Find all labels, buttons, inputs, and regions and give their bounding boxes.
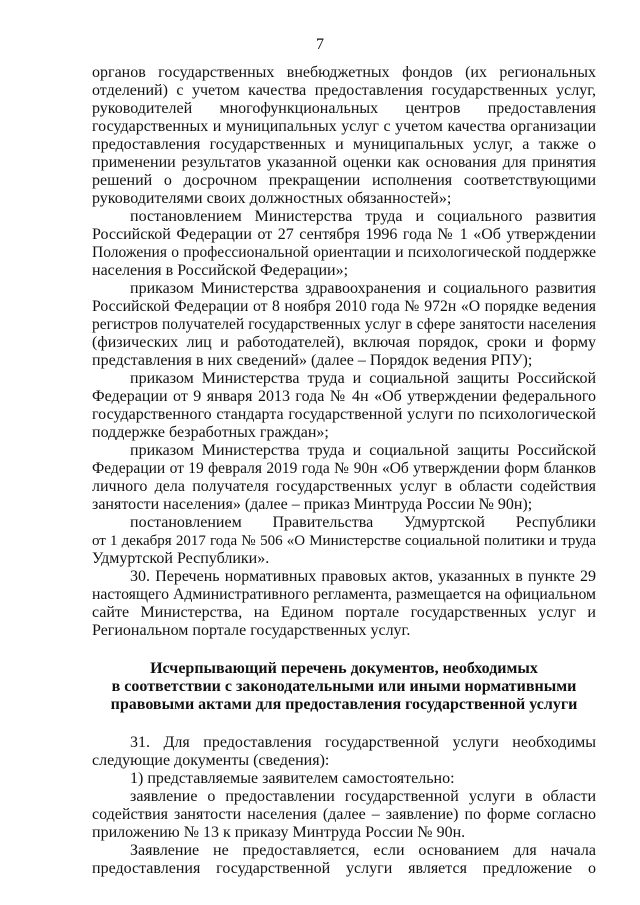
text-line: Региональном портале государственных услуг. <box>92 622 411 639</box>
text-line: сайте Министерства, на Едином портале государственных услуг и <box>92 604 596 621</box>
text-line: поддержке безработных граждан»; <box>92 424 329 441</box>
text-line: представления в них сведений» (далее – Порядок ведения РПУ); <box>92 352 533 369</box>
text-line: занятости населения» (далее – приказ Минтруда России № 90н); <box>92 496 533 513</box>
text-line: приказом Министерства труда и социальной защиты Российской <box>130 370 596 387</box>
text-line: населения в Российской Федерации»; <box>92 262 349 279</box>
text-line: личного дела получателя государственных услуг в области содействия <box>92 478 596 495</box>
text-line: следующие документы (сведения): <box>92 752 330 769</box>
text-line: 1) представляемые заявителем самостоятельно: <box>130 770 455 787</box>
page-number: 7 <box>316 36 324 53</box>
text-line: решений о досрочном прекращении исполнения соответствующими <box>92 172 596 189</box>
text-line: постановлением Министерства труда и социального развития <box>130 208 596 225</box>
text-line: Российской Федерации от 27 сентября 1996 года № 1 «Об утверждении <box>92 226 596 243</box>
text-line: приложению № 13 к приказу Минтруда России № 90н. <box>92 824 466 841</box>
text-line: отделений) с учетом качества предоставления государственных услуг, <box>92 82 596 99</box>
text-line: 31. Для предоставления государственной услуги необходимы <box>130 734 596 751</box>
text-line: приказом Министерства здравоохранения и социального развития <box>130 280 596 297</box>
text-line: приказом Министерства труда и социальной защиты Российской <box>130 442 596 459</box>
text-line: Российской Федерации от 8 ноября 2010 года № 972н «О порядке ведения <box>92 298 596 315</box>
text-line: применении результатов указанной оценки как основания для принятия <box>92 154 596 171</box>
text-line: от 1 декабря 2017 года № 506 «О Министерстве социальной политики и труда <box>92 533 596 549</box>
text-line: государственного стандарта государственной услуги по психологической <box>92 406 596 423</box>
text-line: Заявление не предоставляется, если основанием для начала <box>130 842 596 859</box>
text-line: предоставления государственной услуги является предложение о <box>92 860 596 877</box>
text-line: содействия занятости населения (далее – заявление) по форме согласно <box>92 806 596 823</box>
text-line: руководителями своих должностных обязанностей»; <box>92 190 452 207</box>
section-heading: в соответствии с законодательными или иными нормативными <box>111 678 577 695</box>
text-line: постановлением Правительства Удмуртской Республики <box>130 514 596 531</box>
text-line: заявление о предоставлении государственной услуги в области <box>130 788 596 805</box>
text-line: государственных и муниципальных услуг с учетом качества организации <box>92 118 596 135</box>
text-line: настоящего Административного регламента, размещается на официальном <box>92 586 596 603</box>
text-line: Положения о профессиональной ориентации и психологической поддержке <box>92 244 596 261</box>
text-line: регистров получателей государственных услуг в сфере занятости населения <box>92 316 596 333</box>
text-line: предоставления государственных и муниципальных услуг, а также о <box>92 136 596 153</box>
text-line: Удмуртской Республики». <box>92 550 270 567</box>
section-heading: правовыми актами для предоставления государственной услуги <box>110 696 578 713</box>
text-line: Федерации от 9 января 2013 года № 4н «Об утверждении федерального <box>92 388 596 405</box>
text-line: 30. Перечень нормативных правовых актов, указанных в пункте 29 <box>130 568 596 585</box>
text-line: руководителей многофункциональных центров предоставления <box>92 100 596 117</box>
text-line: Федерации от 19 февраля 2019 года № 90н «Об утверждении форм бланков <box>92 460 596 477</box>
section-heading: Исчерпывающий перечень документов, необходимых <box>150 660 538 677</box>
text-line: (физических лиц и работодателей), включая порядок, сроки и форму <box>92 334 596 351</box>
text-line: органов государственных внебюджетных фондов (их региональных <box>92 64 596 81</box>
